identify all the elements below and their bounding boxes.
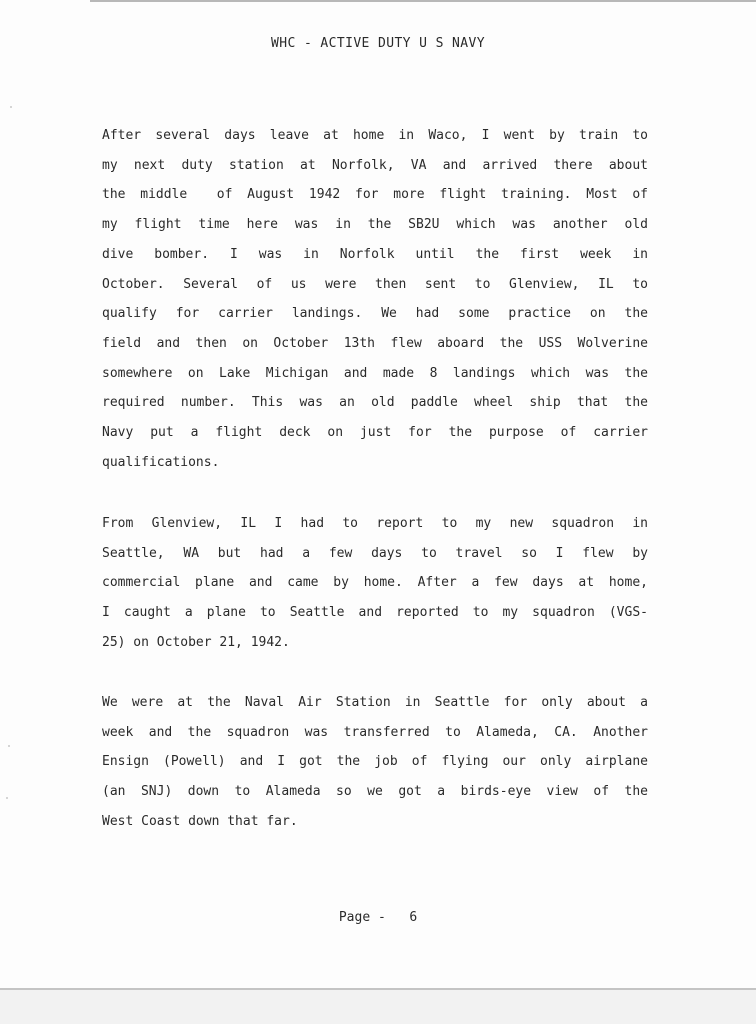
text-line: After several days leave at home in Waco, I went by train to	[102, 128, 648, 143]
text-line: the middle of August 1942 for more flight training. Most of	[102, 187, 648, 203]
paragraph-3	[102, 688, 648, 837]
text-line: week and the squadron was transferred to Alameda, CA. Another	[102, 724, 648, 740]
scan-bottom-margin	[0, 990, 756, 1024]
scan-speck	[8, 745, 10, 747]
text-line: 25) on October 21, 1942.	[102, 634, 290, 650]
text-line: my flight time here was in the SB2U which was another old	[102, 217, 648, 233]
scan-top-edge	[90, 0, 756, 2]
text-line: West Coast down that far.	[102, 813, 298, 829]
page-footer	[0, 910, 756, 925]
text-line: commercial plane and came by home. After a few days at home,	[102, 575, 648, 591]
text-line: qualifications.	[102, 454, 220, 470]
text-line: somewhere on Lake Michigan and made 8 landings which was the	[102, 365, 648, 381]
text-line: dive bomber. I was in Norfolk until the first week in	[102, 246, 648, 262]
scan-speck	[10, 106, 12, 108]
text-line: I caught a plane to Seattle and reported to my squadron (VGS-	[102, 605, 648, 621]
text-line: Seattle, WA but had a few days to travel so I flew by	[102, 545, 648, 561]
scan-speck	[6, 797, 8, 799]
text-line: We were at the Naval Air Station in Seattle for only about a	[102, 695, 648, 710]
page-header: WHC - ACTIVE DUTY U S NAVY	[271, 36, 485, 51]
text-line: qualify for carrier landings. We had some practice on the	[102, 306, 648, 322]
paragraph-2	[102, 509, 648, 658]
page-number: 6	[409, 910, 418, 925]
text-line: Navy put a flight deck on just for the purpose of carrier	[102, 425, 648, 441]
text-line: field and then on October 13th flew aboard the USS Wolverine	[102, 335, 648, 351]
text-line: October. Several of us were then sent to Glenview, IL to	[102, 276, 648, 292]
paragraph-1	[102, 121, 648, 477]
text-line: required number. This was an old paddle wheel ship that the	[102, 395, 648, 411]
text-line: my next duty station at Norfolk, VA and arrived there about	[102, 157, 648, 173]
text-line: From Glenview, IL I had to report to my new squadron in	[102, 516, 648, 531]
text-line: (an SNJ) down to Alameda so we got a birds-eye view of the	[102, 784, 648, 800]
text-line: Ensign (Powell) and I got the job of flying our only airplane	[102, 754, 648, 770]
page-label: Page -	[338, 910, 386, 925]
